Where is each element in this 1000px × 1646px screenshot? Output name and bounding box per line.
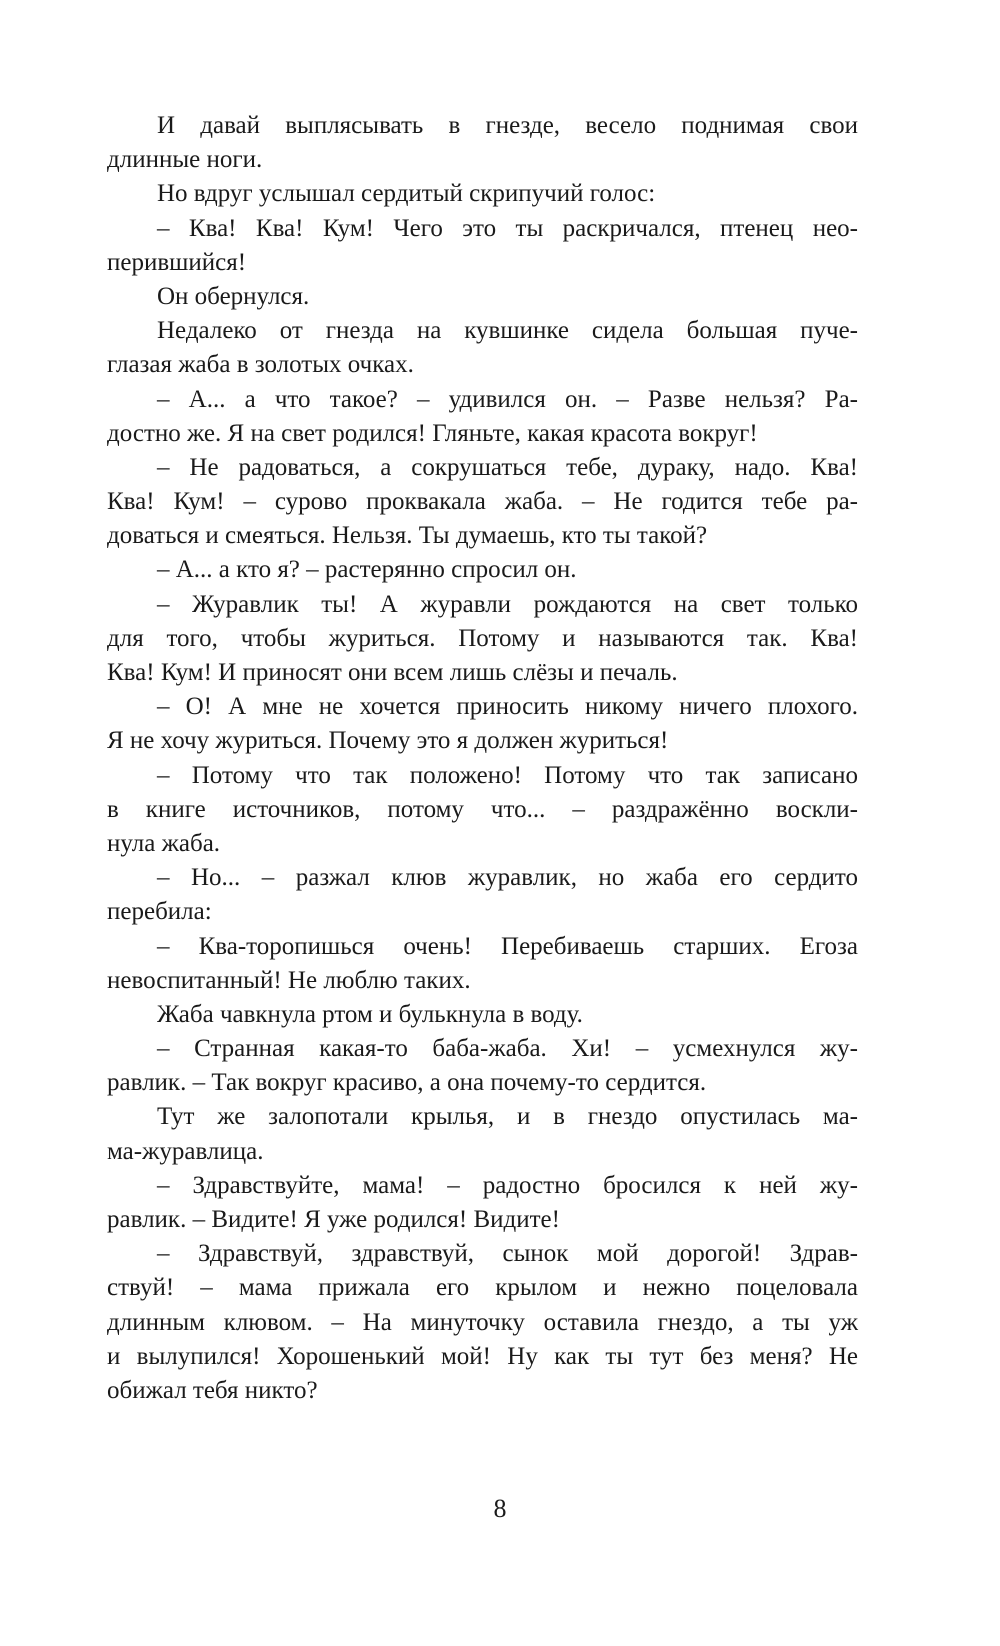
text-line: Ква! Кум! И приносят они всем лишь слёзы и печаль. [107, 659, 678, 686]
text-line: обижал тебя никто? [107, 1376, 318, 1404]
text-line: длинные ноги. [107, 146, 263, 174]
text-line: – Но... – разжал клюв журавлик, но жаба его сердито [157, 864, 858, 892]
text-line: равлик. – Так вокруг красиво, а она почему-то сердится. [107, 1069, 707, 1097]
text-line: и вылупился! Хорошенький мой! Ну как ты тут без меня? Не [107, 1342, 858, 1370]
text-line: доваться и смеяться. Нельзя. Ты думаешь, кто ты такой? [107, 522, 708, 550]
text-line: – Ква-торопишься очень! Перебиваешь старших. Егоза [157, 932, 858, 960]
page-number: 8 [493, 1494, 507, 1523]
text-line: – О! А мне не хочется приносить никому ничего плохого. [157, 693, 858, 721]
text-line: перебила: [107, 898, 212, 926]
text-line: – Журавлик ты! А журавли рождаются на свет только [157, 590, 858, 618]
page-body-text [107, 109, 858, 1408]
text-line: Тут же залопотали крылья, и в гнездо опустилась ма- [157, 1103, 858, 1131]
text-line: глазая жаба в золотых очках. [107, 351, 414, 379]
text-line: – Здравствуйте, мама! – радостно бросился к ней жу- [157, 1171, 858, 1199]
text-line: для того, чтобы журиться. Потому и называются так. Ква! [107, 624, 858, 652]
text-line: длинным клювом. – На минуточку оставила гнездо, а ты уж [107, 1308, 858, 1336]
text-line: Жаба чавкнула ртом и булькнула в воду. [157, 1000, 583, 1028]
text-line: невоспитанный! Не люблю таких. [107, 966, 471, 994]
text-line: И давай выплясывать в гнезде, весело поднимая свои [157, 112, 858, 139]
text-line: – Здравствуй, здравствуй, сынок мой дорогой! Здрав- [157, 1240, 858, 1268]
text-line: – А... а кто я? – растерянно спросил он. [157, 556, 577, 584]
text-line: в книге источников, потому что... – раздражённо воскли- [107, 795, 858, 823]
text-line: – А... а что такое? – удивился он. – Разве нельзя? Ра- [157, 385, 858, 413]
text-line: ма-журавлица. [107, 1137, 264, 1165]
text-line: достно же. Я на свет родился! Гляньте, какая красота вокруг! [107, 419, 758, 447]
text-line: перившийся! [107, 248, 247, 276]
text-line: Но вдруг услышал сердитый скрипучий голос: [157, 180, 656, 208]
text-line: нула жаба. [107, 829, 221, 857]
text-line: – Ква! Ква! Кум! Чего это ты раскричался, птенец нео- [157, 214, 858, 242]
text-line: Я не хочу журиться. Почему это я должен журиться! [107, 727, 669, 755]
text-line: ствуй! – мама прижала его крылом и нежно поцеловала [107, 1274, 858, 1302]
text-line: – Странная какая-то баба-жаба. Хи! – усмехнулся жу- [157, 1035, 858, 1063]
text-line: Ква! Кум! – сурово проквакала жаба. – Не годится тебе ра- [107, 488, 858, 516]
text-line: Он обернулся. [157, 282, 310, 310]
text-line: – Потому что так положено! Потому что так записано [157, 761, 858, 789]
text-line: Недалеко от гнезда на кувшинке сидела большая пуче- [157, 317, 858, 345]
text-line: – Не радоваться, а сокрушаться тебе, дураку, надо. Ква! [157, 453, 858, 481]
text-line: равлик. – Видите! Я уже родился! Видите! [107, 1206, 560, 1233]
